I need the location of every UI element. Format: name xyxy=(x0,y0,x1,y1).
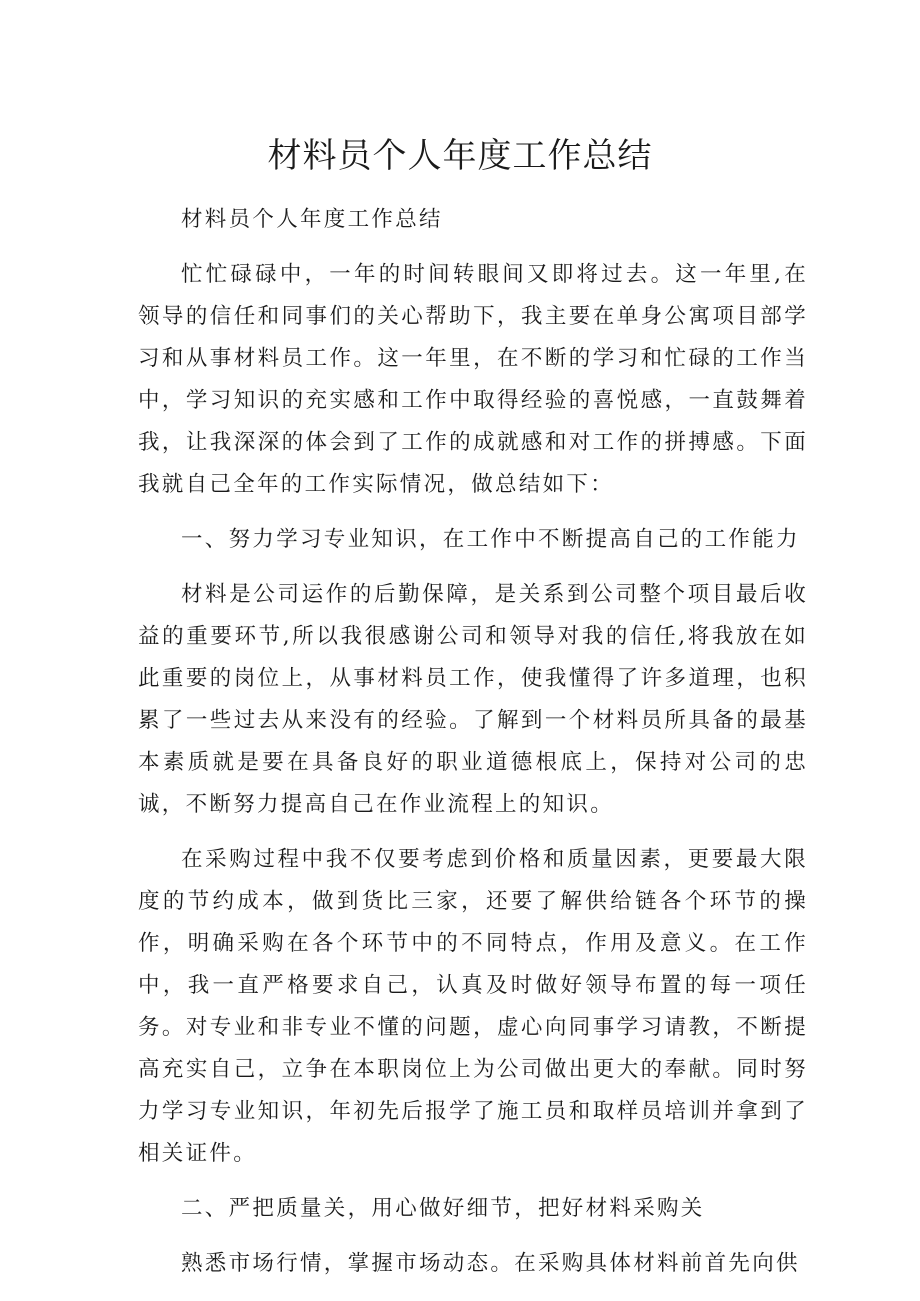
body-paragraph-intro: 忙忙碌碌中，一年的时间转眼间又即将过去。这一年里,在领导的信任和同事们的关心帮助下，我主要在单身公寓项目部学习和从事材料员工作。这一年里，在不断的学习和忙碌的工作当中，学习知识的充实感和工作中取得经验的喜悦感，一直鼓舞着我，让我深深的体会到了工作的成就感和对工作的拼搏感。下面我就自己全年的工作实际情况，做总结如下： xyxy=(138,262,808,497)
body-paragraph-procurement: 在采购过程中我不仅要考虑到价格和质量因素，更要最大限度的节约成本，做到货比三家，还要了解供给链各个环节的操作，明确采购在各个环节中的不同特点，作用及意义。在工作中，我一直严格要求自己，认真及时做好领导布置的每一项任务。对专业和非专业不懂的问题，虚心向同事学习请教，不断提高充实自己，立争在本职岗位上为公司做出更大的奉献。同时努力学习专业知识，年初先后报学了施工员和取样员培训并拿到了相关证件。 xyxy=(138,847,808,1166)
document-title: 材料员个人年度工作总结 xyxy=(267,136,653,176)
body-paragraph-subtitle: 材料员个人年度工作总结 xyxy=(181,207,443,232)
document-body xyxy=(138,199,808,1285)
body-paragraph-market: 熟悉市场行情，掌握市场动态。在采购具体材料前首先向供 xyxy=(181,1251,800,1276)
section-heading-2: 二、严把质量关，用心做好细节，把好材料采购关 xyxy=(181,1196,705,1221)
section-heading-1: 一、努力学习专业知识，在工作中不断提高自己的工作能力 xyxy=(181,527,800,552)
body-paragraph-materials: 材料是公司运作的后勤保障，是关系到公司整个项目最后收益的重要环节,所以我很感谢公司和领导对我的信任,将我放在如此重要的岗位上，从事材料员工作，使我懂得了许多道理，也积累了一些过去从来没有的经验。了解到一个材料员所具备的最基本素质就是要在具备良好的职业道德根底上，保持对公司的忠诚，不断努力提高自己在作业流程上的知识。 xyxy=(138,582,808,817)
